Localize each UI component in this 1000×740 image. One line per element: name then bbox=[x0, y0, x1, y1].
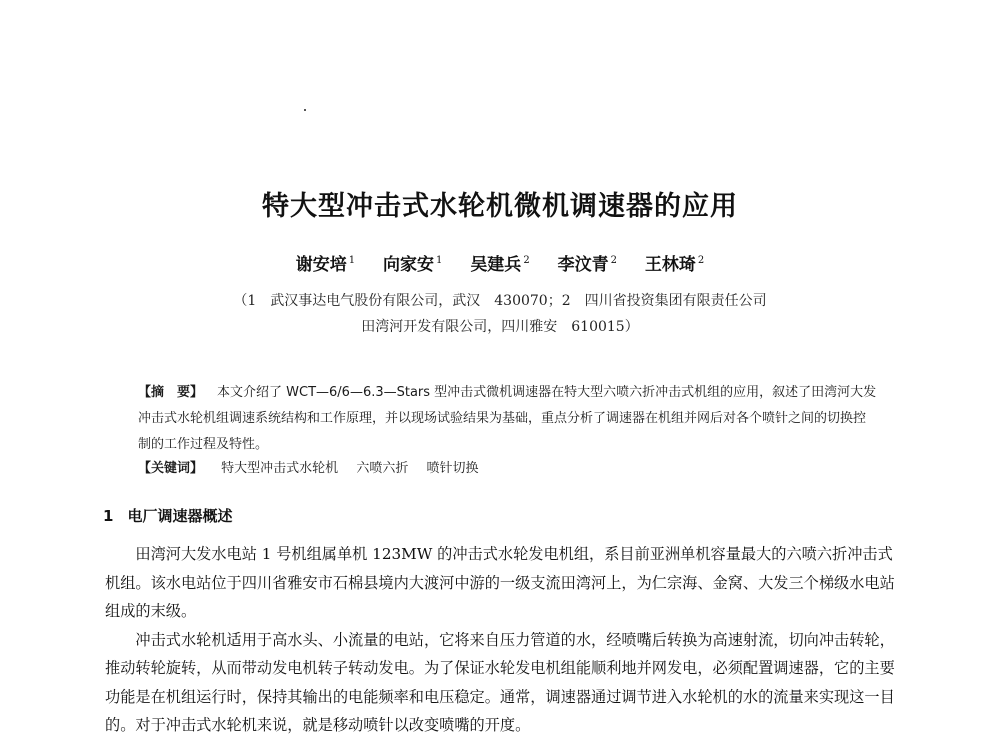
author-affiliation-mark: 2 bbox=[523, 255, 530, 267]
author-affiliation-mark: 2 bbox=[697, 255, 705, 267]
keyword: 六喷六折 bbox=[356, 461, 409, 476]
section-title: 电厂调速器概述 bbox=[127, 507, 233, 525]
keywords-line bbox=[138, 456, 878, 482]
author: 李汶青 $^2$ bbox=[557, 255, 617, 275]
author-affiliation-mark: 2 bbox=[610, 255, 617, 267]
author: 向家安 $^1$ bbox=[383, 255, 443, 275]
keywords-tag: 【关键词】 bbox=[138, 461, 204, 476]
keyword: 特大型冲击式水轮机 bbox=[221, 461, 339, 476]
abstract-body: 本文介绍了 WCT—6/6—6.3—Stars 型冲击式微机调速器在特大型六喷六折冲击式机组的应用，叙述了田湾河大发冲击式水轮机组调速系统结构和工作原理，并以现场试验结果为基础，重点分析了调速器在机组并网后对各个喷针之间的切换控制的工作过程及特性。 bbox=[138, 385, 877, 452]
author-affiliation-mark: 1 bbox=[436, 255, 443, 267]
body-text bbox=[105, 540, 900, 740]
paragraph: 田湾河大发水电站 1 号机组属单机 123MW 的冲击式水轮发电机组，系目前亚洲单机容量最大的六喷六折冲击式机组。该水电站位于四川省雅安市石棉县境内大渡河中游的一级支流田湾河上，为仁宗海、金窝、大发三个梯级水电站组成的末级。 bbox=[105, 545, 895, 620]
author: 吴建兵 $^2$ bbox=[470, 255, 530, 275]
abstract-tag: 【摘 要】 bbox=[138, 385, 204, 400]
section-number: 1 bbox=[103, 507, 114, 525]
abstract-text bbox=[138, 380, 878, 458]
speck-mark bbox=[304, 109, 306, 111]
keyword: 喷针切换 bbox=[426, 461, 479, 476]
affiliation-line-1: （1 武汉事达电气股份有限公司，武汉 430070；2 四川省投资集团有限责任公司 bbox=[233, 293, 767, 309]
author: 谢安培 $^1$ bbox=[295, 255, 356, 275]
author-affiliation-mark: 1 bbox=[348, 255, 356, 267]
affiliation-line-2: 田湾河开发有限公司，四川雅安 610015） bbox=[361, 319, 639, 335]
section-heading bbox=[103, 505, 232, 526]
author: 王林琦 $^2$ bbox=[644, 255, 705, 275]
paragraph: 冲击式水轮机适用于高水头、小流量的电站，它将来自压力管道的水，经喷嘴后转换为高速射流，切向冲击转轮，推动转轮旋转，从而带动发电机转子转动发电。为了保证水轮发电机组能顺利地并网发电，必须配置调速器，它的主要功能是在机组运行时，保持其输出的电能频率和电压稳定。通常，调速器通过调节进入水轮机的水的流量来实现这一目的。对于冲击式水轮机来说，就是移动喷针以改变喷嘴的开度。 bbox=[105, 630, 895, 734]
author-list bbox=[0, 250, 1000, 275]
paper-title: 特大型冲击式水轮机微机调速器的应用 bbox=[262, 191, 738, 222]
abstract-block bbox=[138, 380, 878, 482]
